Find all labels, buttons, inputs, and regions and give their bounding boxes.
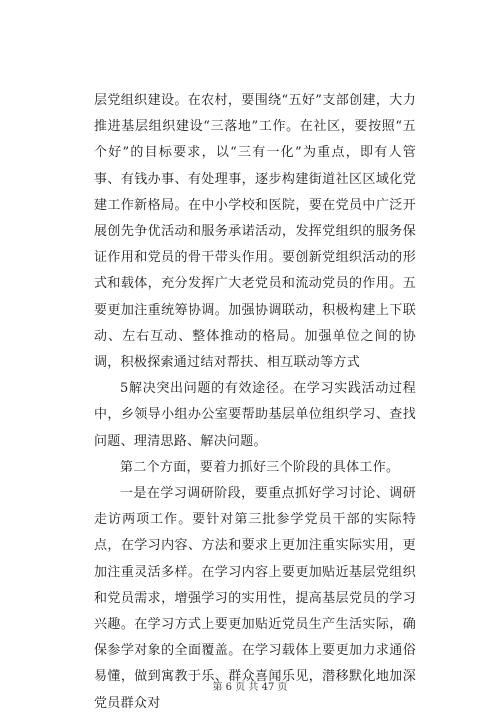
page-footer [0, 678, 500, 693]
page-number-label: 第 6 页 共 47 页 [212, 682, 288, 693]
paragraph-3: 第二个方面，要着力抓好三个阶段的具体工作。 [120, 459, 400, 475]
document-body [94, 88, 416, 717]
paragraph-1: 层党组织建设。在农村，要围绕“五好”支部创建，大力推进基层组织建设“三落地”工作。在社区，要按照“五个好”的目标要求，以“三有一化”为重点，即有人管事、有钱办事、有处理事，逐步构建街道社区区域化党建工作新格局。在中小学校和医院，要在党员中广泛开展创先争优活动和服务承诺活动，发挥党组织的服务保证作用和党员的骨干带头作用。要创新党组织活动的形式和载体，充分发挥广大老党员和流动党员的作用。五要更加注重统筹协调。加强协调联动，积极构建上下联动、左右互动、整体推动的格局。加强单位之间的协调，积极探索通过结对帮扶、相互联动等方式 [94, 93, 416, 371]
paragraph-2: 5解决突出问题的有效途径。在学习实践活动过程中，乡领导小组办公室要帮助基层单位组织学习、查找问题、理清思路、解决问题。 [94, 381, 416, 449]
paragraph-4: 一是在学习调研阶段，要重点抓好学习讨论、调研走访两项工作。要针对第三批参学党员干部的实际特点，在学习内容、方法和要求上更加注重实际实用，更加注重灵活多样。在学习内容上要更加贴近基层党组织和党员需求，增强学习的实用性，提高基层党员的学习兴趣。在学习方式上要更加贴近党员生产生活实际，确保参学对象的全面覆盖。在学习载体上要更加力求通俗易懂，做到寓教于乐、群众喜闻乐见，潜移默化地加深党员群众对 [94, 486, 416, 711]
